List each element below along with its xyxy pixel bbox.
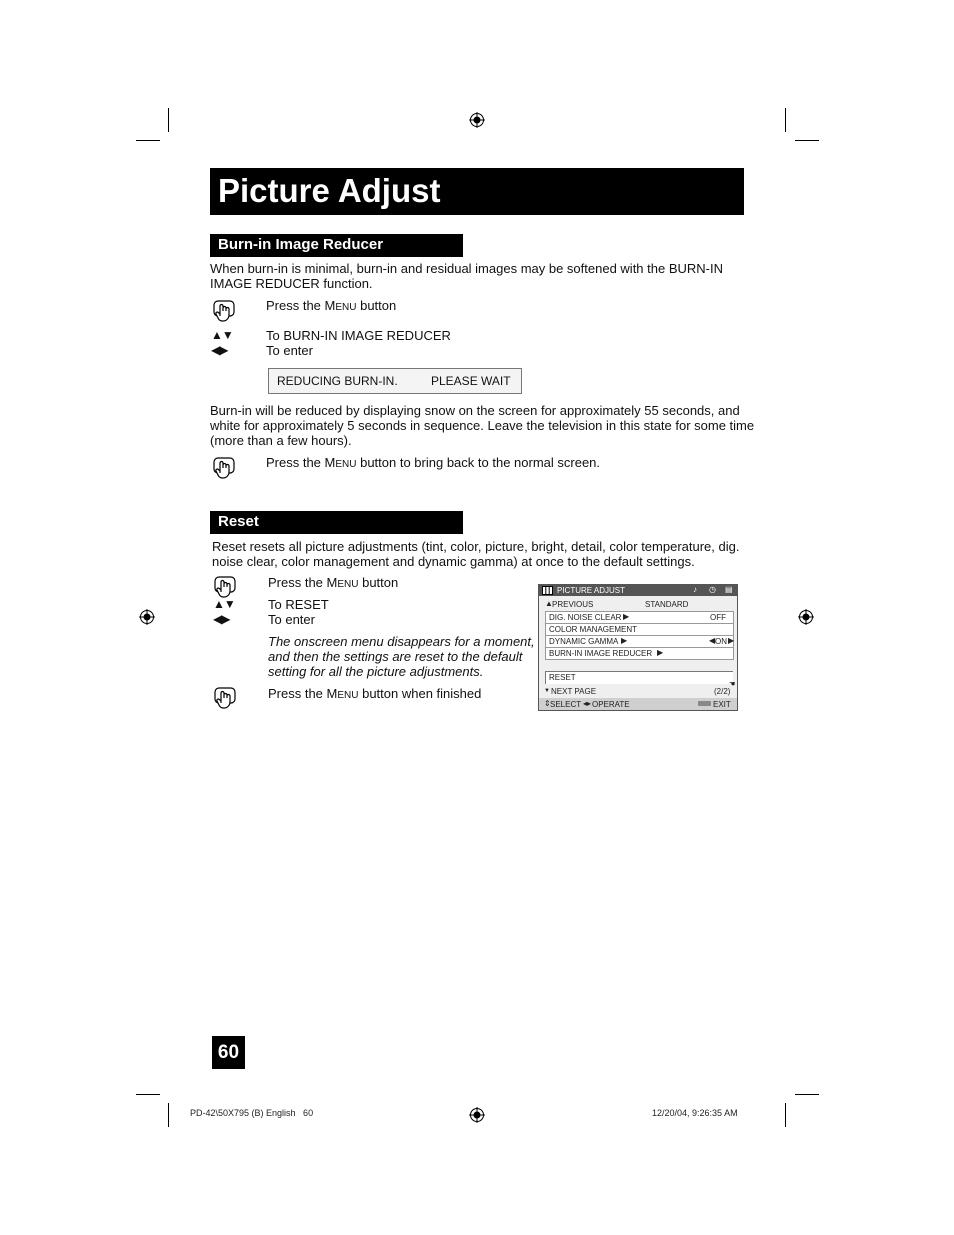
osd-item-reset[interactable]: RESET	[545, 671, 733, 684]
reducing-burn-in-message: REDUCING BURN-IN. PLEASE WAIT	[268, 368, 522, 394]
osd-footer: ⇕ SELECT ◂▸ OPERATE EXIT	[539, 698, 737, 710]
timer-menu-icon: ◷	[709, 585, 716, 594]
registration-mark-icon	[798, 609, 814, 625]
menu-press-hand-icon	[212, 298, 236, 324]
operate-arrows-icon: ◂▸	[583, 699, 592, 708]
reset-step-enter: To enter	[268, 612, 315, 627]
page-title: Picture Adjust	[218, 172, 441, 209]
reset-intro: Reset resets all picture adjustments (tint, color, picture, bright, detail, color temperature, dig. noise clear, color management and dynamic gamma) at once to the default settings.	[212, 539, 740, 569]
crop-mark	[136, 140, 160, 141]
reset-step-select: To RESET	[268, 597, 329, 612]
onscreen-menu-picture-adjust	[538, 584, 738, 711]
footer-file-info: PD-42\50X795 (B) English 60	[190, 1108, 314, 1118]
osd-item-dynamic-gamma[interactable]: DYNAMIC GAMMA ▶ ◀ ON ▶	[545, 635, 734, 648]
crop-mark	[136, 1094, 160, 1095]
osd-item-burn-in-image-reducer[interactable]: BURN-IN IMAGE REDUCER ▶	[545, 647, 734, 660]
exit-button-icon	[698, 701, 711, 706]
next-page-arrow-icon: ▼	[544, 688, 550, 694]
page-title-bar	[210, 168, 744, 215]
reset-note: The onscreen menu disappears for a moment, and then the settings are reset to the default setting for all the picture adjustments.	[268, 634, 535, 679]
section-heading-reset	[210, 511, 463, 534]
reset-step-press-menu: Press the MENU button	[268, 575, 399, 590]
menu-press-hand-icon	[212, 455, 236, 481]
footer-timestamp: 12/20/04, 9:26:35 AM	[652, 1108, 738, 1118]
osd-page-indicator: (2/2)	[714, 687, 731, 696]
osd-header	[539, 585, 737, 596]
crop-mark	[168, 1103, 169, 1127]
sound-menu-icon: ♪	[693, 585, 697, 594]
section-heading-text: Burn-in Image Reducer	[218, 236, 384, 253]
burn-in-step-enter: To enter	[266, 343, 313, 358]
up-down-arrows-icon: ▲▼	[213, 597, 235, 611]
submenu-arrow-icon: ▶	[657, 648, 664, 657]
crop-mark	[795, 1094, 819, 1095]
section-heading-text: Reset	[218, 513, 259, 530]
burn-in-step-select: To BURN-IN IMAGE REDUCER	[266, 328, 451, 343]
burn-in-intro: When burn-in is minimal, burn-in and residual images may be softened with the BURN-IN IMAGE REDUCER function.	[210, 261, 723, 291]
hand-cursor-icon: ☚	[729, 681, 736, 688]
page-number: 60	[212, 1036, 245, 1069]
left-right-arrows-icon: ◀▶	[213, 612, 230, 626]
submenu-arrow-icon: ▶	[623, 612, 630, 621]
osd-item-color-management[interactable]: COLOR MANAGEMENT	[545, 623, 734, 636]
registration-mark-icon	[139, 609, 155, 625]
up-down-arrows-icon: ▲▼	[211, 328, 233, 342]
select-arrows-icon: ⇕	[544, 699, 551, 708]
submenu-arrow-icon: ▶	[621, 636, 628, 645]
menu-press-hand-icon	[213, 685, 237, 711]
setup-menu-icon: ▤	[725, 585, 733, 594]
value-left-arrow-icon: ◀	[709, 636, 716, 645]
burn-in-description: Burn-in will be reduced by displaying snow on the screen for approximately 55 seconds, and white for approximately 5 seconds in sequence. Leave the television in this state for some time (more than a few hours).	[210, 403, 755, 448]
osd-item-dig-noise-clear[interactable]: DIG. NOISE CLEAR ▶ OFF	[545, 611, 734, 624]
value-right-arrow-icon: ▶	[728, 636, 735, 645]
burn-in-step-return: Press the MENU button to bring back to the normal screen.	[266, 455, 601, 470]
osd-mode-value: STANDARD	[645, 600, 689, 609]
osd-next-page[interactable]: NEXT PAGE	[551, 687, 597, 696]
section-heading-burn-in	[210, 234, 463, 257]
picture-menu-icon	[542, 586, 553, 595]
reset-step-finish: Press the MENU button when finished	[268, 686, 482, 701]
registration-mark-icon	[469, 1107, 485, 1123]
crop-mark	[795, 140, 819, 141]
registration-mark-icon	[469, 112, 485, 128]
left-right-arrows-icon: ◀▶	[211, 343, 228, 357]
previous-arrow-icon: ▲	[545, 599, 553, 608]
osd-title: PICTURE ADJUST	[557, 586, 626, 595]
osd-previous[interactable]: PREVIOUS	[552, 600, 594, 609]
burn-in-step-press-menu: Press the MENU button	[266, 298, 397, 313]
crop-mark	[785, 1103, 786, 1127]
crop-mark	[168, 108, 169, 132]
crop-mark	[785, 108, 786, 132]
